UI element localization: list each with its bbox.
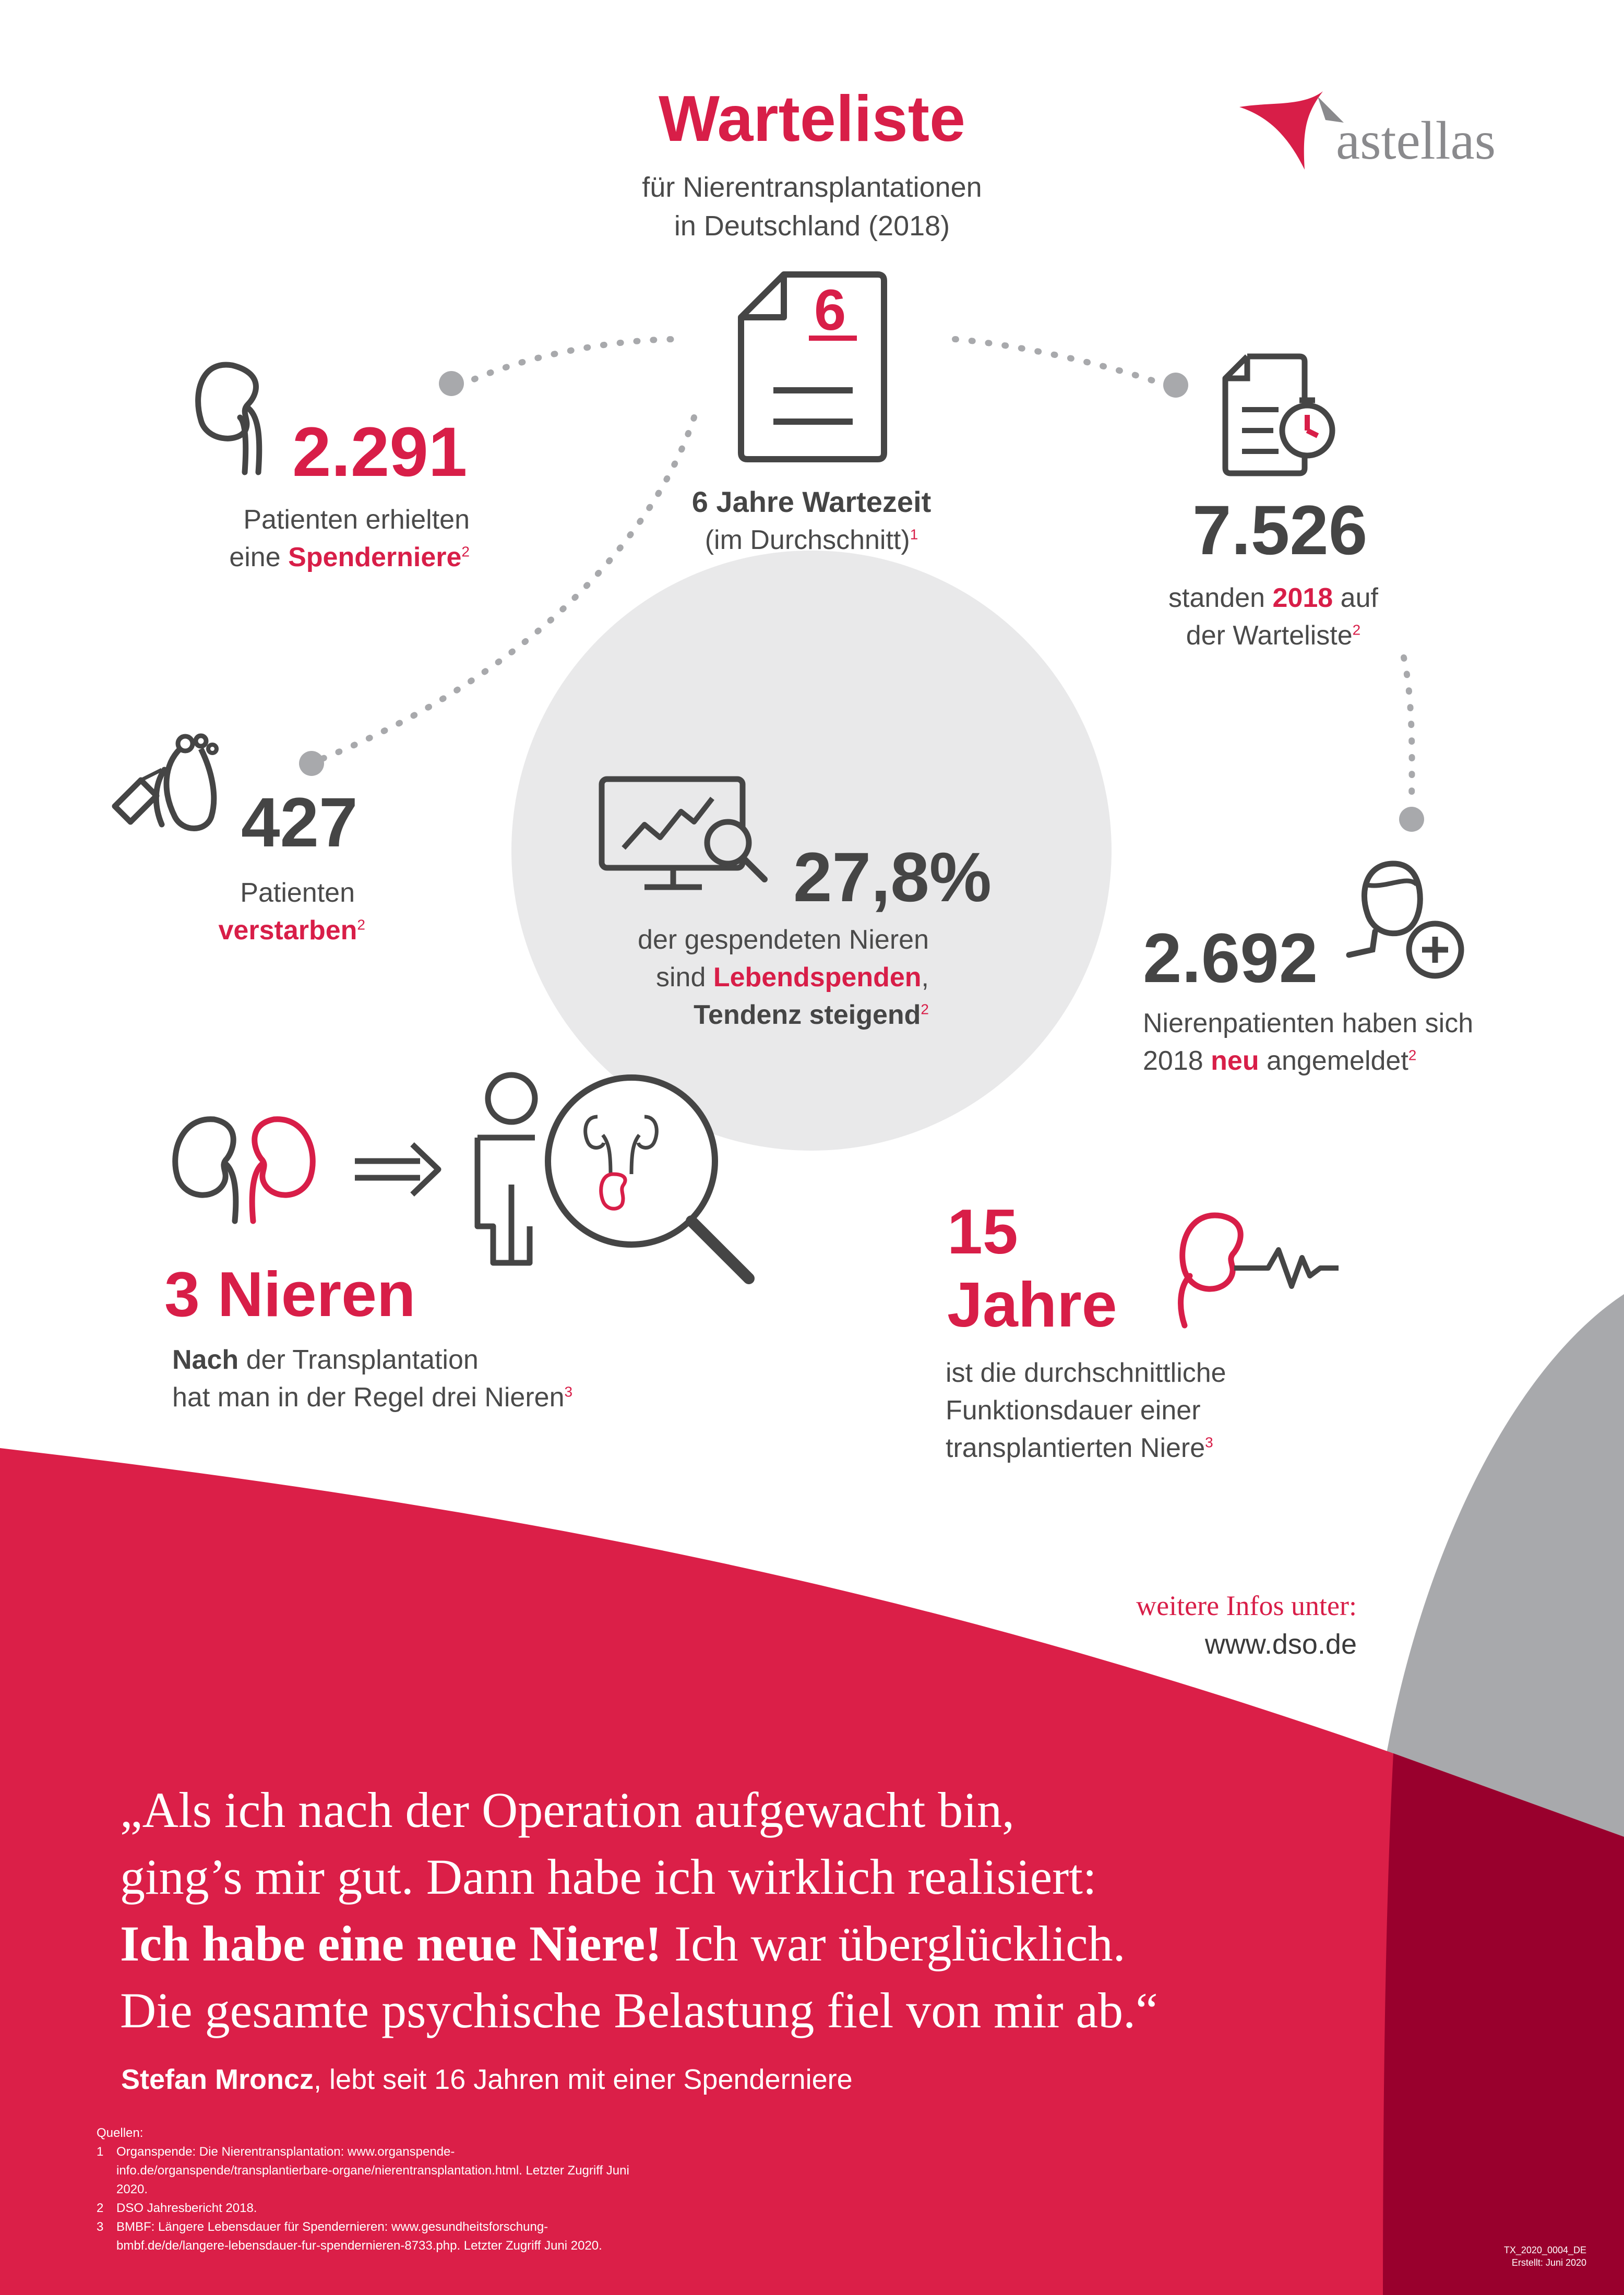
stat-died-value: 427	[241, 784, 358, 862]
document-icon	[737, 270, 888, 463]
patient-quote: „Als ich nach der Operation aufgewacht bin, ging’s mir gut. Dann habe ich wirklich realisiert: Ich habe eine neue Niere! Ich war überglücklich. Die gesamte psychische Belastung fiel von mir ab.“	[120, 1782, 1158, 2038]
sources: Quellen: 1 Organspende: Die Nierentransplantation: www.organspende- info.de/organspende/transplantierbare-organe/nierentransplantation.html. Letzter Zugriff Juni 2020. 2 DSO Jahresbericht 2018. 3 BMBF: Längere Lebensdauer für Spendernieren: www.gesundheitsforschung- bmbf.de/de/langere-lebensdauer-fur-spendernieren-8733.php. Letzter Zugriff Juni 2020.	[97, 2124, 827, 2255]
stat-kidneys-text: Nach der Transplantation hat man in der Regel drei Nieren$^3$	[172, 1345, 573, 1413]
source-item-2: 2 DSO Jahresbericht 2018.	[97, 2201, 257, 2215]
source-item-1: 1 Organspende: Die Nierentransplantation: www.organspende- info.de/organspende/transplantierbare-organe/nierentransplantation.html. Letzter Zugriff Juni 2020.	[97, 2145, 629, 2196]
two-kidneys-icon	[167, 1114, 329, 1224]
stat-died-text: Patienten verstarben$^2$	[218, 878, 365, 946]
astellas-wordmark: astellas	[1336, 111, 1496, 171]
footer-code: TX_2020_0004_DE Erstellt: Juni 2020	[1503, 2245, 1586, 2268]
stat-living-text: der gespendeten Nieren sind Lebendspenden, Tendenz steigend$^2$	[638, 925, 929, 1030]
stat-waitlist-value: 7.526	[1192, 492, 1368, 569]
more-info-link[interactable]: www.dso.de	[1204, 1629, 1357, 1660]
kidney-icon	[190, 357, 274, 477]
stat-waitlist-text: standen 2018 auf der Warteliste$^2$	[1168, 583, 1378, 651]
person-plus-icon	[1344, 853, 1469, 978]
monitor-chart-icon	[598, 775, 770, 895]
stat-duration-value: 15 Jahre	[947, 1196, 1117, 1340]
stat-duration-text: ist die durchschnittliche Funktionsdauer einer transplantierten Niere$^3$	[946, 1358, 1226, 1463]
person-magnifier-icon	[472, 1070, 765, 1294]
feet-with-tag-icon	[102, 728, 222, 848]
astellas-logo	[1239, 91, 1532, 175]
arrow-right-icon	[352, 1140, 446, 1198]
waiting-time-label: 6 Jahre Wartezeit (im Durchschnitt)$^1$	[691, 485, 932, 555]
stat-donor-text: Patienten erhielten eine Spenderniere$^2$	[229, 505, 470, 572]
stat-new-value: 2.692	[1143, 919, 1318, 997]
page-subtitle: für Nierentransplantationen in Deutschland (2018)	[642, 172, 982, 242]
document-icon-number: 6	[814, 278, 846, 342]
kidney-heartbeat-icon	[1169, 1208, 1341, 1328]
source-item-3: 3 BMBF: Längere Lebensdauer für Spendernieren: www.gesundheitsforschung- bmbf.de/de/langere-lebensdauer-fur-spendernieren-8733.php. Letzter Zugriff Juni 2020.	[97, 2220, 602, 2253]
quote-author: Stefan Mroncz, lebt seit 16 Jahren mit einer Spenderniere	[121, 2064, 853, 2095]
dotted-line-left	[459, 339, 678, 386]
stat-living-value: 27,8%	[793, 839, 992, 916]
stat-donor-value: 2.291	[292, 413, 468, 491]
dotted-line-right	[955, 339, 1169, 386]
darkred-wave	[1383, 1753, 1624, 2295]
stat-kidneys-value: 3 Nieren	[164, 1259, 416, 1330]
page-title: Warteliste	[658, 83, 966, 155]
more-info: weitere Infos unter: www.dso.de	[992, 1586, 1357, 1664]
dotted-line-vertical	[1404, 658, 1412, 806]
document-stopwatch-icon	[1221, 352, 1341, 477]
astellas-star-icon	[1239, 91, 1344, 170]
stat-new-text: Nierenpatienten haben sich 2018 neu angemeldet$^2$	[1143, 1008, 1474, 1076]
